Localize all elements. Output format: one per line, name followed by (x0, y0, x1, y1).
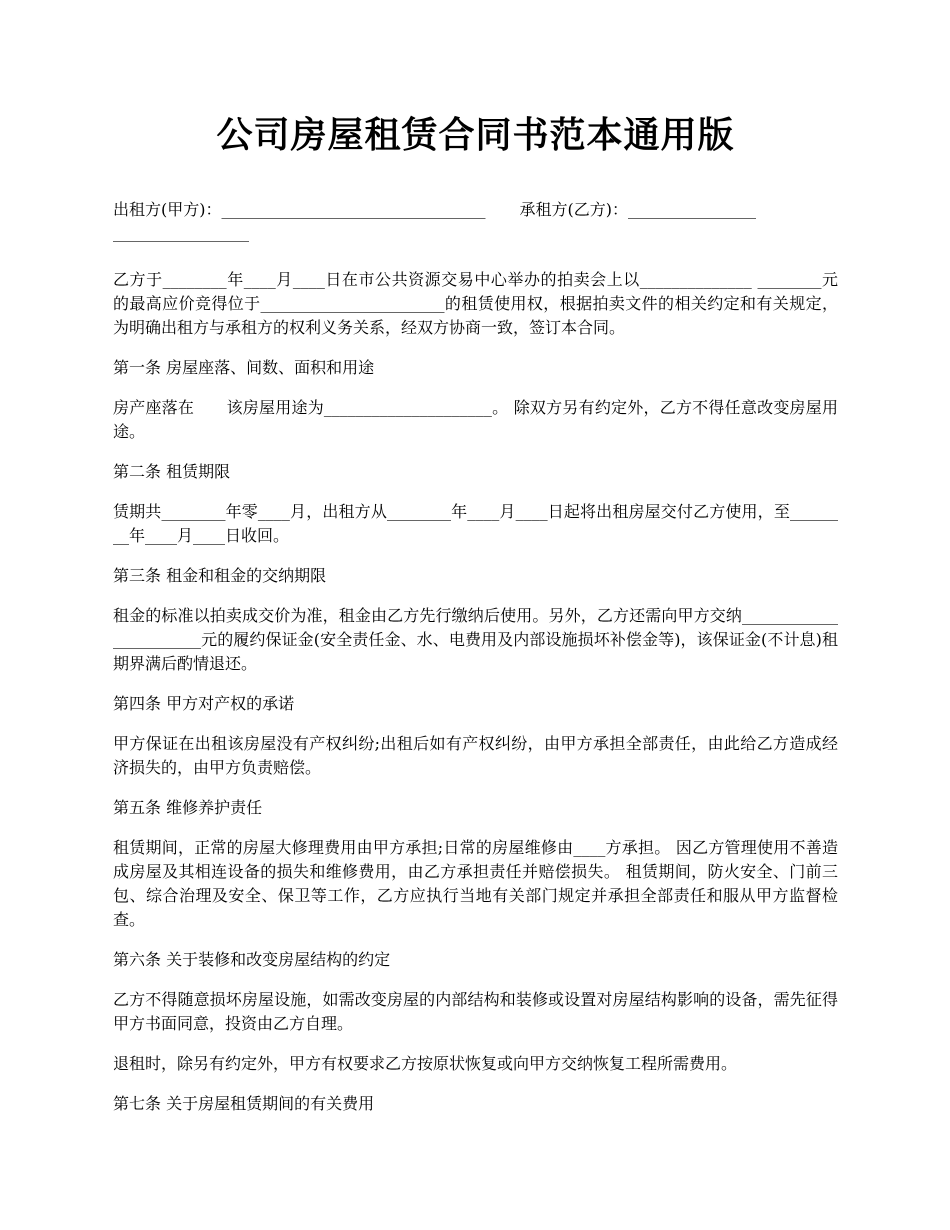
article-4-heading: 第四条 甲方对产权的承诺 (113, 694, 295, 713)
article-6-heading: 第六条 关于装修和改变房屋结构的约定 (113, 950, 391, 969)
lessee-line: 承租方(乙方)：________________ (519, 200, 756, 219)
lessor-line: 出租方(甲方)：_________________________________ (113, 200, 486, 219)
article-3-text: 租金的标准以拍卖成交价为准，租金由乙方先行缴纳后使用。另外，乙方还需向甲方交纳_______________________元的履约保证金(安全责任金、水、电费用及内部设施损坏补偿金等)，该保证金(不计息)租期界满后酌情退还。 (113, 606, 838, 673)
lessee-line-continued: _________________ (113, 223, 249, 242)
article-1-text: 房产座落在 该房屋用途为_____________________。 除双方另有约定外，乙方不得任意改变房屋用途。 (113, 398, 838, 441)
article-2-text: 赁期共________年零____月，出租方从________年____月____日起将出租房屋交付乙方使用，至________年____月____日收回。 (113, 502, 838, 545)
article-5-heading: 第五条 维修养护责任 (113, 798, 263, 817)
preamble-paragraph: 乙方于________年____月____日在市公共资源交易中心举办的拍卖会上以______________ ________元的最高应价竞得位于_______________________的租赁使用权，根据拍卖文件的相关约定和有关规定，为明确出租方与承租方的权利义务关系，经双方协商一致，签订本合同。 (113, 270, 838, 337)
article-4-text: 甲方保证在出租该房屋没有产权纠纷;出租后如有产权纠纷，由甲方承担全部责任，由此给乙方造成经济损失的，由甲方负责赔偿。 (113, 734, 838, 777)
article-2-heading: 第二条 租赁期限 (113, 462, 231, 481)
article-5-text: 租赁期间，正常的房屋大修理费用由甲方承担;日常的房屋维修由____方承担。 因乙方管理使用不善造成房屋及其相连设备的损失和维修费用，由乙方承担责任并赔偿损失。 租赁期间，防火安全、门前三包、综合治理及安全、保卫等工作，乙方应执行当地有关部门规定并承担全部责任和服从甲方监督检查。 (113, 838, 838, 929)
article-6-text-1: 乙方不得随意损坏房屋设施，如需改变房屋的内部结构和装修或设置对房屋结构影响的设备，需先征得甲方书面同意，投资由乙方自理。 (113, 990, 838, 1033)
parties-block (113, 198, 838, 244)
article-3-heading: 第三条 租金和租金的交纳期限 (113, 566, 327, 585)
article-6-text-2: 退租时，除另有约定外，甲方有权要求乙方按原状恢复或向甲方交纳恢复工程所需费用。 (113, 1054, 738, 1073)
document-title: 公司房屋租赁合同书范本通用版 (216, 115, 735, 156)
article-7-heading: 第七条 关于房屋租赁期间的有关费用 (113, 1094, 375, 1113)
article-1-heading: 第一条 房屋座落、间数、面积和用途 (113, 358, 375, 377)
